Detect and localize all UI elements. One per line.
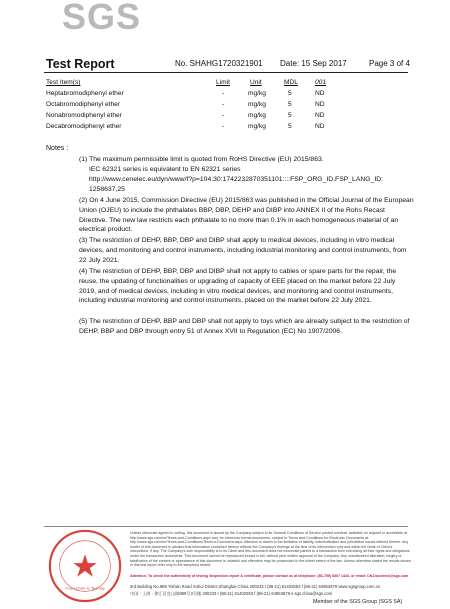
sgs-group-member: Member of the SGS Group (SGS SA) [313,599,403,605]
page-number: Page 3 of 4 [369,59,410,68]
svg-text:Inspection & Testing: Inspection & Testing [65,585,105,591]
report-number: No. SHAHG1720321901 [175,59,263,68]
header-rule [44,72,408,73]
footer-attention: Attention: To check the authenticity of testing /inspection report & certificate, please contact us at telephone: (86-755) 8307 1443, or email: CN.Doccheck@sgs.com [130,574,409,578]
company-seal-icon [46,527,124,605]
col-header-mdl: MDL [284,79,298,86]
cell-result: ND [315,112,325,119]
footer-address-en: 3rd Building No.889 Yishan Road Xuhui District,Shanghai China 200233 t (86-21) 61402553 f (86-21) 64953679 www.sgsgroup.com.cn [130,584,381,589]
cell-item: Decabromodiphenyl ether [46,123,122,130]
cell-result: ND [315,90,325,97]
cell-mdl: 5 [288,112,292,119]
cell-item: Nonabromodiphenyl ether [46,112,122,119]
note-1-iec: IEC 62321 series is equivalent to EN 62321 series [89,166,241,173]
col-header-unit: Unit [250,79,262,86]
cell-item: Octabromodiphenyl ether [46,101,121,108]
cell-unit: mg/kg [248,90,266,97]
note-3: (3) The restriction of DEHP, BBP, DBP and DIBP shall apply to medical devices, including in vitro medical devices, and monitoring and control instruments, including industrial monitoring and control instruments, from 22 July 2021. [79,237,407,264]
note-1: (1) The maximum permissible limit is quoted from RoHS Directive (EU) 2015/863. [79,156,324,163]
note-1-link-cont: 1258637,25 [89,186,125,193]
report-title: Test Report [46,57,115,71]
cell-result: ND [315,123,325,130]
note-2: (2) On 4 June 2015, Commission Directive (EU) 2015/863 was published in the Official Journal of the European Union (OJEU) to include the phthalates BBP, DBP, DEHP and DIBP into ANNEX II of the Rohs Recast Directive. The new law restricts each phthalate to no more than 0.1% in each homogeneous material of an electrical product. [79,197,414,234]
cell-mdl: 5 [288,123,292,130]
sgs-logo: SGS [62,0,142,37]
notes-label: Notes : [46,145,69,152]
col-header-test-items: Test Item(s) [46,79,81,86]
cell-limit: - [222,112,225,119]
report-date: Date: 15 Sep 2017 [280,59,347,68]
note-1-link: http://www.cenelec.eu/dyn/www/f?p=104:30:1742232870351101::::FSP_ORG_ID,FSP_LANG_ID: [89,176,384,183]
cell-unit: mg/kg [248,112,266,119]
cell-unit: mg/kg [248,123,266,130]
cell-limit: - [222,90,225,97]
col-header-limit: Limit [216,79,230,86]
cell-item: Heptabromodiphenyl ether [46,90,124,97]
cell-mdl: 5 [288,101,292,108]
col-header-sample: 001 [315,79,327,86]
cell-limit: - [222,101,225,108]
note-4: (4) The restriction of DEHP, BBP, DBP and DIBP shall not apply to cables or spare parts for the repair, the reuse, the updating of functionalities or upgrading of capacity of EEE placed on the market before 22 July 2019, and of medical devices, including in vitro medical devices, and monitoring and control instruments, including industrial monitoring and control instruments, placed on the market before 22 July 2021. [79,268,397,305]
cell-limit: - [222,123,225,130]
footer-address-cn: 中国 · 上海 · 徐汇区宜山路889号3号楼 200233 t (86-21) 61402553 f (86-21) 64953679 e sgs.china@sgs.com [130,591,333,596]
footer-disclaimer: Unless otherwise agreed in writing, this document is issued by the Company subject to its General Conditions of Service printed overleaf, available on request or accessible at http://www.sgs.com/en/Terms-and-Conditions.aspx and, for electronic format documents, subject to Terms and Conditions for Electronic Documents at http://www.sgs.com/en/Terms-and-Conditions/Terms-e-Document.aspx. Attention is drawn to the limitation of liability, indemnification and jurisdiction issues defined therein. Any holder of this document is advised that information contained hereon reflects the Company's findings at the time of its intervention only and within the limits of Client's instructions, if any. The Company's sole responsibility is to its Client and this document does not exonerate parties to a transaction from exercising all their rights and obligations under the transaction documents. This document cannot be reproduced except in full, without prior written approval of the Company. Any unauthorized alteration, forgery or falsification of the content or appearance of this document is unlawful and offenders may be prosecuted to the fullest extent of the law. Unless otherwise stated the results shown in this test report refer only to the sample(s) tested. [130,531,411,568]
cell-mdl: 5 [288,90,292,97]
cell-result: ND [315,101,325,108]
note-5: (5) The restriction of DEHP, BBP and DBP shall not apply to toys which are already subject to the restriction of DEHP, BBP and DBP through entry 51 of Annex XVII to Regulation (EC) No 1907/2006. [79,318,410,335]
cell-unit: mg/kg [248,101,266,108]
